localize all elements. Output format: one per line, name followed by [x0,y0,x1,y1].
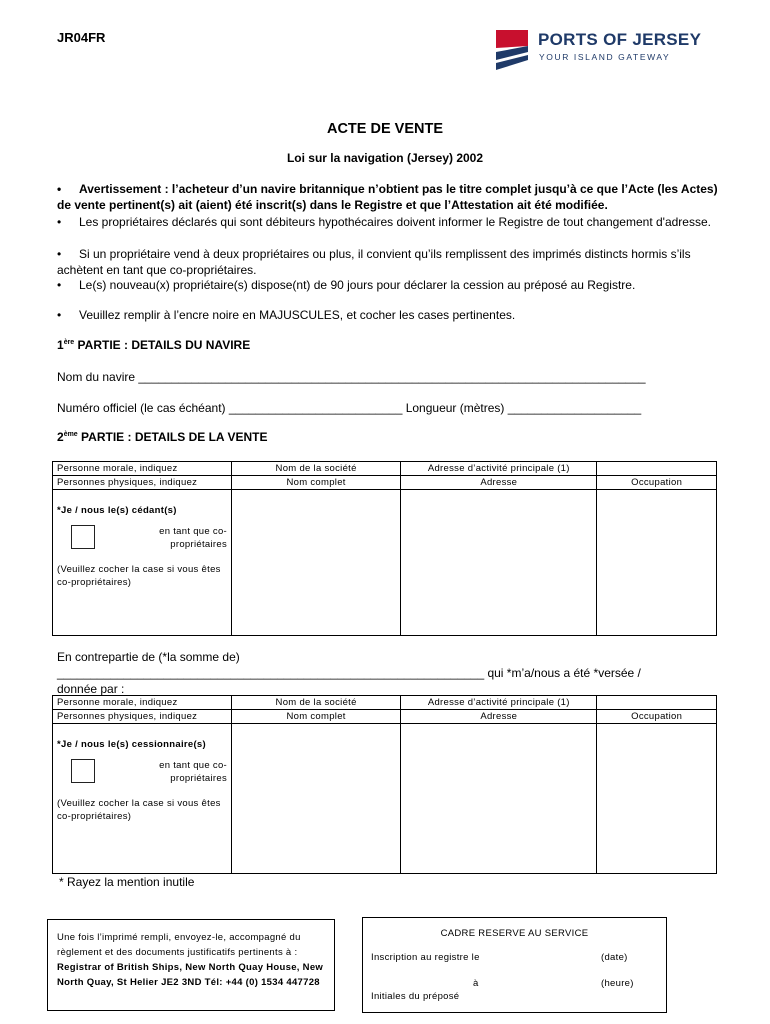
part1-heading: 1ère PARTIE : DETAILS DU NAVIRE [57,338,251,352]
table-header-cell: Personnes physiques, indiquez [53,476,232,490]
office-inscription: Inscription au registre le [371,952,480,963]
form-code: JR04FR [57,30,106,45]
consideration-label: En contrepartie de (*la somme de) [57,650,240,664]
instructions-line: règlement et des documents justificatifs pertinents à : [57,947,298,958]
instructions-line: Une fois l’imprimé rempli, envoyez-le, accompagné du [57,932,301,943]
bullet-instructions: • Veuillez remplir à l’encre noire en MAJUSCULES, et cocher les cases pertinentes. [57,308,516,322]
logo-title: PORTS OF JERSEY [538,30,702,49]
bullet-90-days: • Le(s) nouveau(x) propriétaire(s) dispose(nt) de 90 jours pour déclarer la cession au préposé au Registre. [57,278,636,292]
buyer-occupation-cell[interactable] [597,724,717,874]
table-header-row [53,462,717,476]
table-header-row [53,710,717,724]
table-row [53,490,717,636]
table-header-cell: Adresse [401,476,597,490]
vessel-name-field[interactable]: Nom du navire ____________________________________________________________________________ [57,370,646,384]
table-header-cell: Occupation [597,710,717,724]
table-header-cell [597,462,717,476]
table-header-cell: Personne morale, indiquez [53,462,232,476]
buyer-co-owner-checkbox[interactable] [71,759,95,783]
table-header-cell: Nom complet [232,476,401,490]
official-number-length-field[interactable]: Numéro officiel (le cas échéant) __________________________ Longueur (mètres) ____________________ [57,401,642,415]
table-header-cell: Nom complet [232,710,401,724]
buyer-name-cell[interactable] [232,724,401,874]
buyer-co-owner-label: en tant que co-propriétaires [159,760,227,784]
seller-co-owner-checkbox[interactable] [71,525,95,549]
table-header-cell: Nom de la société [232,462,401,476]
table-header-cell: Nom de la société [232,696,401,710]
instructions-address: Registrar of British Ships, New North Quay House, New [57,962,324,973]
seller-label: *Je / nous le(s) cédant(s) [57,505,177,516]
instructions-address: North Quay, St Helier JE2 3ND Tél: +44 (0) 1534 447728 [57,977,320,988]
office-title: CADRE RESERVE AU SERVICE [440,928,589,939]
office-use-box [362,917,667,1013]
table-header-cell: Adresse d’activité principale (1) [401,696,597,710]
seller-address-cell[interactable] [401,490,597,636]
table-header-cell: Occupation [597,476,717,490]
part2-heading: 2ème PARTIE : DETAILS DE LA VENTE [57,430,268,444]
table-header-cell: Adresse d’activité principale (1) [401,462,597,476]
bullet-multiple-owners: • Si un propriétaire vend à deux propriétaires ou plus, il convient qu’ils remplissent des imprimés distincts hormis s’ils achètent en tant que co-propriétaires. [57,247,691,277]
buyer-address-cell[interactable] [401,724,597,874]
table-header-cell: Adresse [401,710,597,724]
seller-note: (Veuillez cocher la case si vous êtes co-propriétaires) [57,564,221,588]
buyer-cell [53,724,232,874]
document-title: ACTE DE VENTE [326,121,443,137]
seller-cell [53,490,232,636]
seller-occupation-cell[interactable] [597,490,717,636]
office-a: à [473,978,479,989]
table-header-cell: Personne morale, indiquez [53,696,232,710]
office-initials: Initiales du préposé [371,991,460,1002]
buyer-table [52,695,717,874]
seller-table [52,461,717,636]
buyer-note: (Veuillez cocher la case si vous êtes co-propriétaires) [57,798,221,822]
bullet-mortgagors: • Les propriétaires déclarés qui sont débiteurs hypothécaires doivent informer le Registre de tout changement d'adresse. [57,215,711,229]
office-time: (heure) [601,978,634,989]
consideration-amount-field[interactable]: ________________________________________________________________ qui *m’a/nous a été *versée / [57,666,641,680]
office-date: (date) [601,952,628,963]
logo-subtitle: YOUR ISLAND GATEWAY [539,52,671,62]
consideration-given-by: donnée par : [57,682,125,696]
seller-co-owner-label: en tant que co-propriétaires [159,526,227,550]
flag-logo-icon [494,28,532,72]
table-header-cell [597,696,717,710]
table-header-row [53,476,717,490]
bullet-warning: • Avertissement : l’acheteur d’un navire britannique n’obtient pas le titre complet jusqu’à ce que l’Acte (les Actes) de vente pertinent(s) ait (aient) été inscrit(s) dans le Registre et que l’Attestation ait été modifiée. [57,182,718,212]
table-row [53,724,717,874]
instructions-box [47,919,335,1011]
table-header-row [53,696,717,710]
buyer-label: *Je / nous le(s) cessionnaire(s) [57,739,206,750]
seller-name-cell[interactable] [232,490,401,636]
document-subtitle: Loi sur la navigation (Jersey) 2002 [286,151,484,165]
ports-of-jersey-logo [494,28,704,74]
table-header-cell: Personnes physiques, indiquez [53,710,232,724]
strike-note: * Rayez la mention inutile [59,875,195,889]
